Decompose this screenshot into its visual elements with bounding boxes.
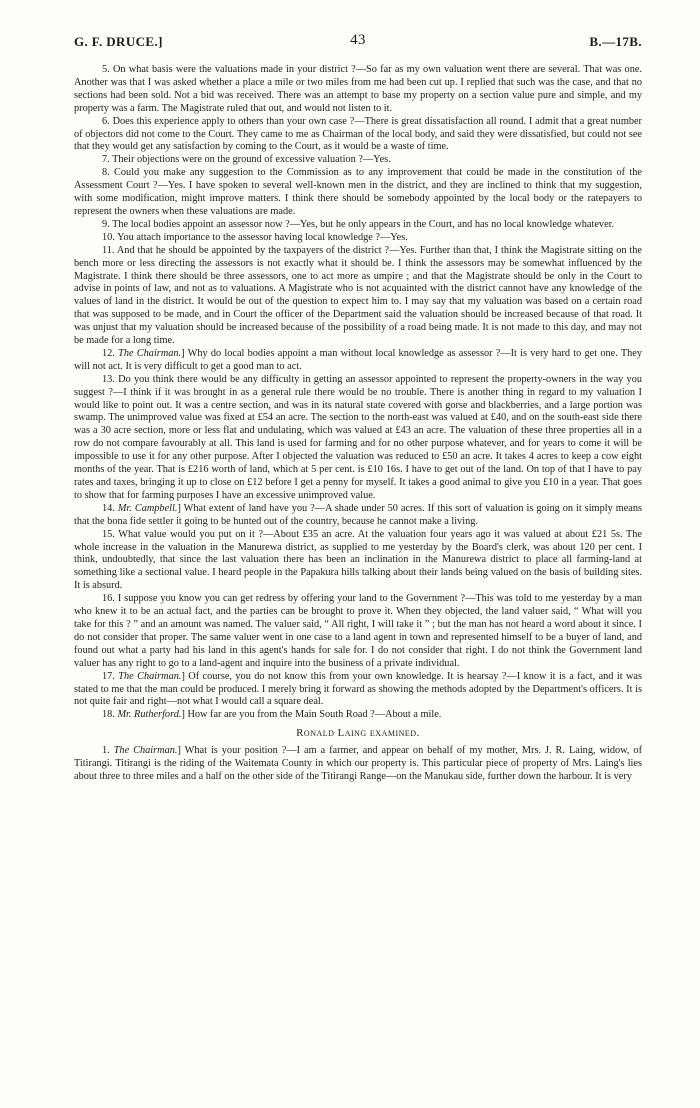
question-number: 18. [102,709,118,721]
witness-header: G. F. DRUCE.] [74,34,163,49]
testimony-paragraph [74,219,642,232]
paragraph-text: ] Why do local bodies appoint a man without local knowledge as assessor ?—It is very hard to get one. They will not act. It is very difficult to get a good man to act. [74,347,642,372]
speaker-name: The Chairman. [113,745,178,757]
testimony-paragraphs-second [74,745,642,784]
document-body [74,64,642,784]
page-number: 43 [350,32,366,48]
speaker-name: The Chairman. [118,670,182,682]
testimony-paragraph [74,503,642,529]
testimony-paragraph [74,374,642,503]
paragraph-text: 7. Their objections were on the ground of excessive valuation ?—Yes. [102,154,391,166]
testimony-paragraphs [74,64,642,722]
testimony-paragraph [74,232,642,245]
question-number: 14. [102,502,118,514]
question-number: 12. [102,347,119,359]
question-number: 1. [102,745,114,757]
paragraph-text: ] What extent of land have you ?—A shade under 50 acres. If this sort of valuation is going on it simply means that the bona fide settler it going to be hunted out of the country, because he cannot make a living. [74,502,642,527]
paragraph-text: 8. Could you make any suggestion to the Commission as to any improvement that could be made in the constitution of the Assessment Court ?—Yes. I have spoken to several well-known men in the district, and they are inclined to think that my suggestion, with some modification, might improve matters. I think there should be somebody appointed by the local body or the ratepayers to represent the owners when these valuations are made. [74,167,642,217]
testimony-paragraph [74,593,642,670]
paragraph-text: 5. On what basis were the valuations made in your district ?—So far as my own valuation went there are several. That was one. Another was that I was asked whether a place a mile or two miles from me had been cut up. I replied that such was the case, and that no sections had been sold. Not a bid was received. There was an attempt to base my property on a section value pure and simple, and my property was a farm. The Magistrate ruled that out, and would not listen to it. [74,64,642,114]
testimony-paragraph [74,348,642,374]
testimony-paragraph [74,529,642,594]
paragraph-text: 6. Does this experience apply to others than your own case ?—There is great dissatisfaction all round. I admit that a great number of objectors did not come to the Court. They came to me as Chairman of the local body, and said they were dissatisfied, but could not see that they would get any satisfaction by coming to the Court, as it would be a waste of time. [74,115,642,153]
page-header [74,34,642,52]
testimony-paragraph [74,745,642,784]
testimony-paragraph [74,116,642,155]
paragraph-text: 10. You attach importance to the assessor having local knowledge ?—Yes. [102,231,408,243]
testimony-paragraph [74,154,642,167]
paragraph-text: ] How far are you from the Main South Road ?—About a mile. [181,709,442,721]
testimony-paragraph [74,167,642,219]
testimony-paragraph [74,245,642,348]
paragraph-text: 11. And that he should be appointed by the taxpayers of the district ?—Yes. Further than that, I think the Magistrate sitting on the bench more or less directing the assessors is not exactly what it should be. I think the assessors may be somewhat influenced by the Magistrate. I think there should be three assessors, one to act more as umpire ; and that the Magistrate should be only in the Court to advise in points of law, and not as to valuations. A Magistrate who is not acquainted with the district cannot have any knowledge of the values of land in the district. It would be out of the question to expect him to. I may say that my valuation was based on a certain road that was supposed to be made, and in Court the officer of the Department said the valuation should be increased because of that road. It was unjust that my valuation should be increased because of the possibility of a road being made. It is not made to this day, and may not be made for a long time. [74,244,642,347]
question-number: 17. [102,670,119,682]
speaker-name: The Chairman. [118,347,182,359]
testimony-paragraph [74,64,642,116]
speaker-name: Mr. Campbell. [117,502,178,514]
testimony-paragraph [74,671,642,710]
document-reference: B.—17B. [589,34,642,49]
testimony-paragraph [74,709,642,722]
section-heading: Ronald Laing examined. [296,727,420,740]
paragraph-text: ] Of course, you do not know this from your own knowledge. It is hearsay ?—I know it is a fact, and it was stated to me that the man could be produced. I merely bring it forward as showing the methods adopted by the Department's officers. It is not quite fair and right—not what I would call a square deal. [74,670,642,708]
paragraph-text: 16. I suppose you know you can get redress by offering your land to the Government ?—This was told to me yesterday by a man who knew it to be an actual fact, and the parties can be brought to prove it. When they objected, the land valuer said, “ What will you take for this ? ” and an amount was named. The valuer said, “ All right, I will take it ” ; but the man has not heard a word about it since. I do not consider that proper. The same valuer went in one case to a land agent in town and represented himself to be a buyer of land, and found out what a party had his land in this agent's hands for sale for. I do not consider that right. I do not think the Government land valuer has any right to go to a land-agent and inquire into the business of a private individual. [74,593,642,669]
paragraph-text: 13. Do you think there would be any difficulty in getting an assessor appointed to represent the property-owners in the way you suggest ?—I think if it was brought in as a general rule there would be no trouble. There is another thing in regard to my valuation I would like to point out. It was a centre section, and was in its natural state covered with gorse and blackberries, and a large portion was swamp. The unimproved value was fixed at £54 an acre. The section to the north-east was valued at £40, and on the south-east side there was a 30 acre section, more or less flat and undulating, which was valued at £43 an acre. The valuation of these three properties all in a row do not compare favourably at all. This land is used for farming and for no other purpose whatever, and for years to come it will be impossible to use it for any other purpose. After I objected the valuation was reduced to £50 an acre. It takes 4 acres to keep a cow eight months of the year. That is £216 worth of land, which at 5 per cent. is £10 16s. I have to get out of the land. On top of that I have to pay rates and taxes, bringing it up to close on £12 before I get a penny for myself. It takes a good animal to give you £10 in a year. That goes to show that for farming purposes I have an excessive unimproved value. [74,373,642,501]
paragraph-text: 9. The local bodies appoint an assessor now ?—Yes, but he only appears in the Court, and has no local knowledge whatever. [102,218,615,230]
paragraph-text: 15. What value would you put on it ?—About £35 an acre. At the valuation four years ago it was valued at about £21 5s. The whole increase in the valuation in the Manurewa district, as supplied to me yesterday by the Board's clerk, was about 120 per cent. I think, undoubtedly, that since the last valuation there has been an inclination in the Manurewa district to place all farming-land at something like a sectional value. I heard people in the Papakura hills talking about their lands being valued on the basis of building sites. It is absurd. [74,528,642,592]
speaker-name: Mr. Rutherford. [117,709,182,721]
paragraph-text: ] What is your position ?—I am a farmer, and appear on behalf of my mother, Mrs. J. R. Laing, widow, of Titirangi. Titirangi is the riding of the Waitemata County in which our property is. This particular piece of property of Mrs. Laing's lies about three to three miles and a half on the other side of the Titirangi Range—on the Manukau side, further down the harbour. It is very [74,745,642,782]
